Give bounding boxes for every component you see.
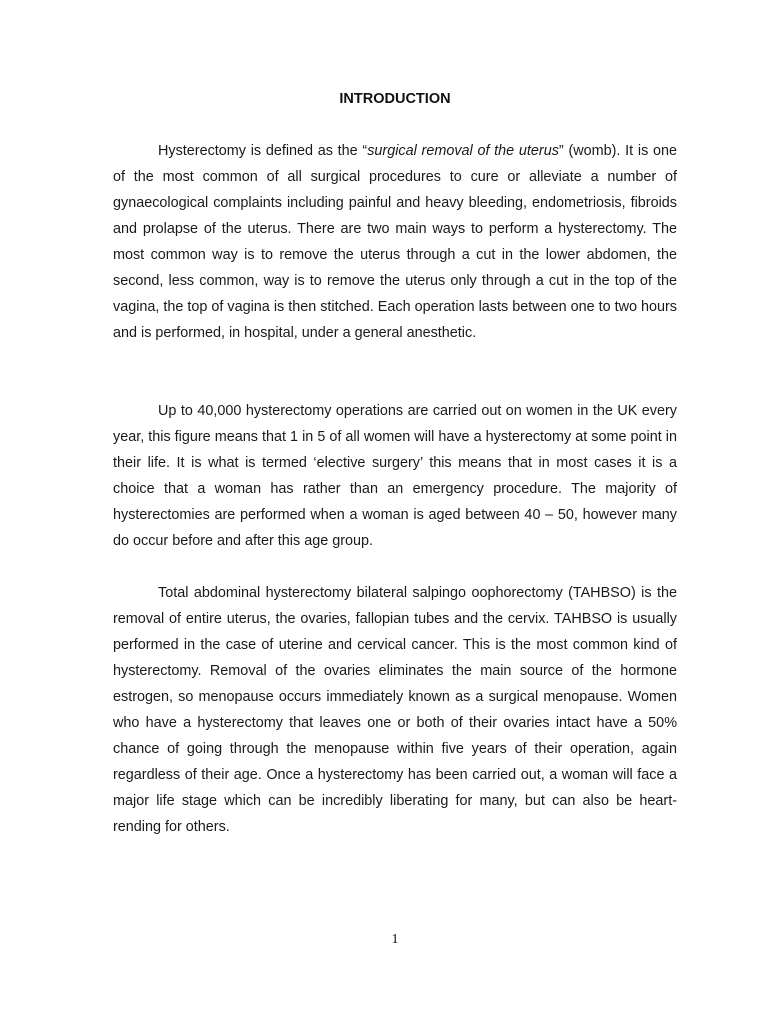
page-number: 1 bbox=[391, 932, 399, 947]
section-heading: INTRODUCTION bbox=[339, 91, 451, 107]
paragraph-tahbso: Total abdominal hysterectomy bilateral salpingo oophorectomy (TAHBSO) is the removal of entire uterus, the ovaries, fallopian tubes and the cervix. TAHBSO is usually performed in the case of uterine and cervical cancer. This is the most common kind of hysterectomy. Removal of the ovaries eliminates the main source of the hormone estrogen, so menopause occurs immediately known as a surgical menopause. Women who have a hysterectomy that leaves one or both of their ovaries intact have a 50% chance of going through the menopause within five years of their operation, again regardless of their age. Once a hysterectomy has been carried out, a woman will face a major life stage which can be incredibly liberating for many, but can also be heart-rending for others. bbox=[113, 585, 677, 835]
paragraph-definition-body: ” (womb). It is one of the most common of all surgical procedures to cure or alleviate a number of gynaecological complaints including painful and heavy bleeding, endometriosis, fibroids and prolapse of the uterus. There are two main ways to perform a hysterectomy. The most common way is to remove the uterus through a cut in the lower abdomen, the second, less common, way is to remove the uterus only through a cut in the top of the vagina, the top of vagina is then stitched. Each operation lasts between one to two hours and is performed, in hospital, under a general anesthetic. bbox=[113, 143, 678, 341]
paragraph-definition bbox=[113, 138, 677, 346]
paragraph-definition-lead: Hysterectomy is defined as the “ bbox=[158, 143, 368, 159]
paragraph-statistics: Up to 40,000 hysterectomy operations are carried out on women in the UK every year, this figure means that 1 in 5 of all women will have a hysterectomy at some point in their life. It is what is termed ‘elective surgery’ this means that in most cases it is a choice that a woman has rather than an emergency procedure. The majority of hysterectomies are performed when a woman is aged between 40 – 50, however many do occur before and after this age group. bbox=[113, 403, 677, 549]
definition-emphasis: surgical removal of the uterus bbox=[367, 143, 559, 159]
